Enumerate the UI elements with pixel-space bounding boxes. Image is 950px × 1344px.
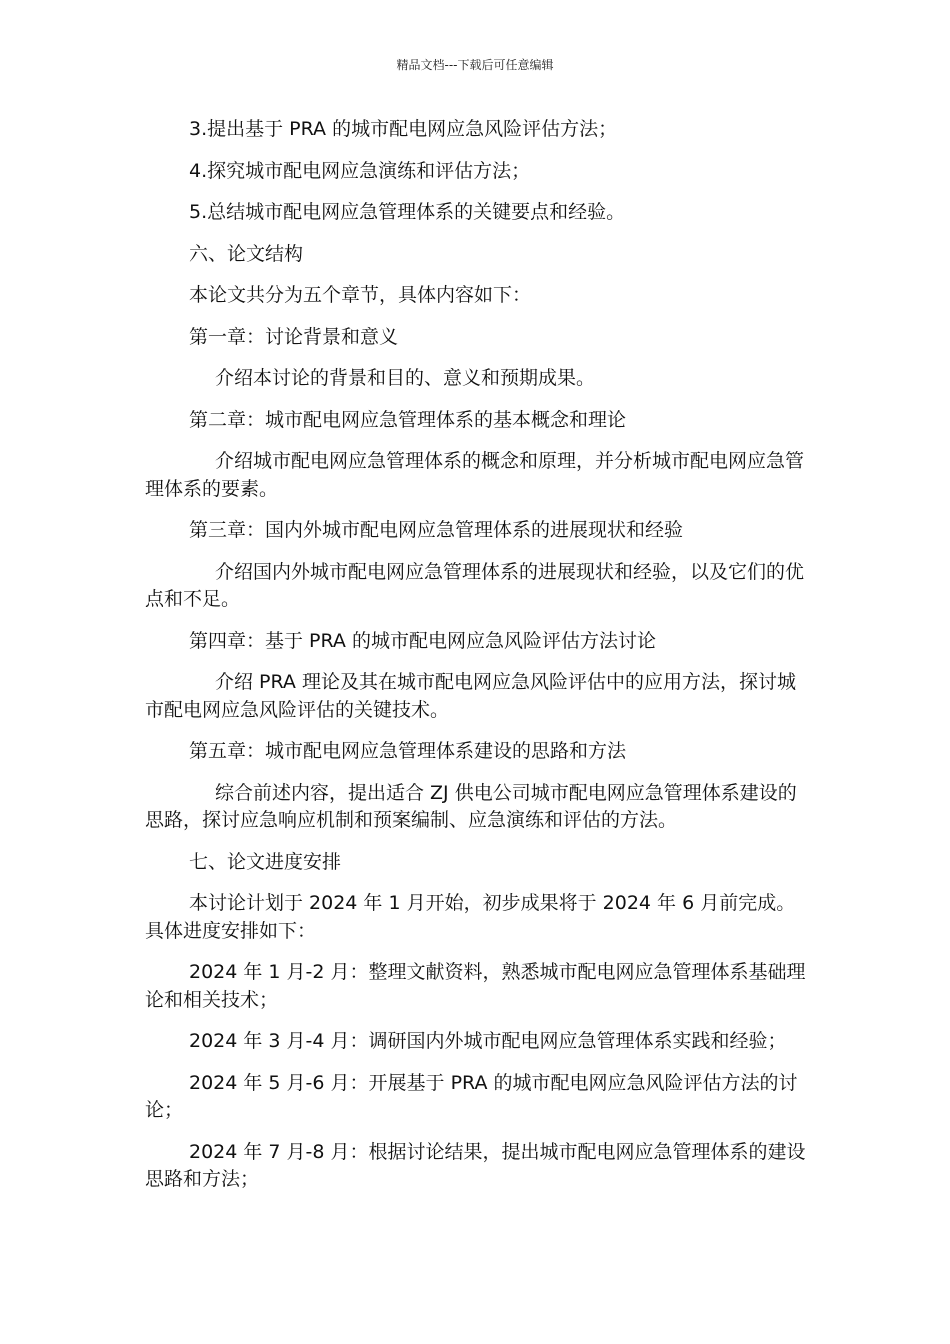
chapter-5-desc: 综合前述内容，提出适合 ZJ 供电公司城市配电网应急管理体系建设的思路，探讨应急响应机制和预案编制、应急演练和评估的方法。 bbox=[145, 781, 797, 831]
chapter-3-desc: 介绍国内外城市配电网应急管理体系的进展现状和经验，以及它们的优点和不足。 bbox=[145, 560, 805, 610]
chapter-5-title: 第五章：城市配电网应急管理体系建设的思路和方法 bbox=[189, 740, 627, 762]
paragraph-objective-5: 5.总结城市配电网应急管理体系的关键要点和经验。 bbox=[189, 201, 626, 223]
paragraph-structure-intro: 本论文共分为五个章节，具体内容如下： bbox=[189, 284, 532, 306]
chapter-2-title: 第二章：城市配电网应急管理体系的基本概念和理论 bbox=[189, 408, 627, 431]
chapter-3-title: 第三章：国内外城市配电网应急管理体系的进展现状和经验 bbox=[189, 519, 684, 541]
paragraph-objective-4: 4.探究城市配电网应急演练和评估方法； bbox=[189, 159, 531, 182]
paragraph-objective-3: 3.提出基于 PRA 的城市配电网应急风险评估方法； bbox=[189, 118, 618, 140]
chapter-1-title: 第一章：讨论背景和意义 bbox=[189, 325, 399, 348]
schedule-item-3: 2024 年 5 月-6 月：开展基于 PRA 的城市配电网应急风险评估方法的讨论； bbox=[145, 1071, 798, 1121]
schedule-item-2: 2024 年 3 月-4 月：调研国内外城市配电网应急管理体系实践和经验； bbox=[189, 1030, 787, 1052]
chapter-2-desc: 介绍城市配电网应急管理体系的概念和原理，并分析城市配电网应急管理体系的要素。 bbox=[145, 450, 805, 500]
document-body bbox=[145, 116, 807, 1208]
schedule-item-4: 2024 年 7 月-8 月：根据讨论结果，提出城市配电网应急管理体系的建设思路和方法； bbox=[145, 1140, 806, 1190]
schedule-item-1: 2024 年 1 月-2 月：整理文献资料，熟悉城市配电网应急管理体系基础理论和相关技术； bbox=[145, 961, 806, 1011]
section-heading-schedule: 七、论文进度安排 bbox=[189, 850, 342, 873]
paragraph-schedule-intro: 本讨论计划于 2024 年 1 月开始，初步成果将于 2024 年 6 月前完成。具体进度安排如下： bbox=[145, 892, 796, 942]
page-header: 精品文档---下载后可任意编辑 bbox=[396, 58, 554, 72]
chapter-1-desc: 介绍本讨论的背景和目的、意义和预期成果。 bbox=[215, 367, 596, 389]
section-heading-structure: 六、论文结构 bbox=[189, 242, 304, 265]
chapter-4-title: 第四章：基于 PRA 的城市配电网应急风险评估方法讨论 bbox=[189, 629, 656, 652]
chapter-4-desc: 介绍 PRA 理论及其在城市配电网应急风险评估中的应用方法，探讨城市配电网应急风险评估的关键技术。 bbox=[145, 671, 796, 721]
